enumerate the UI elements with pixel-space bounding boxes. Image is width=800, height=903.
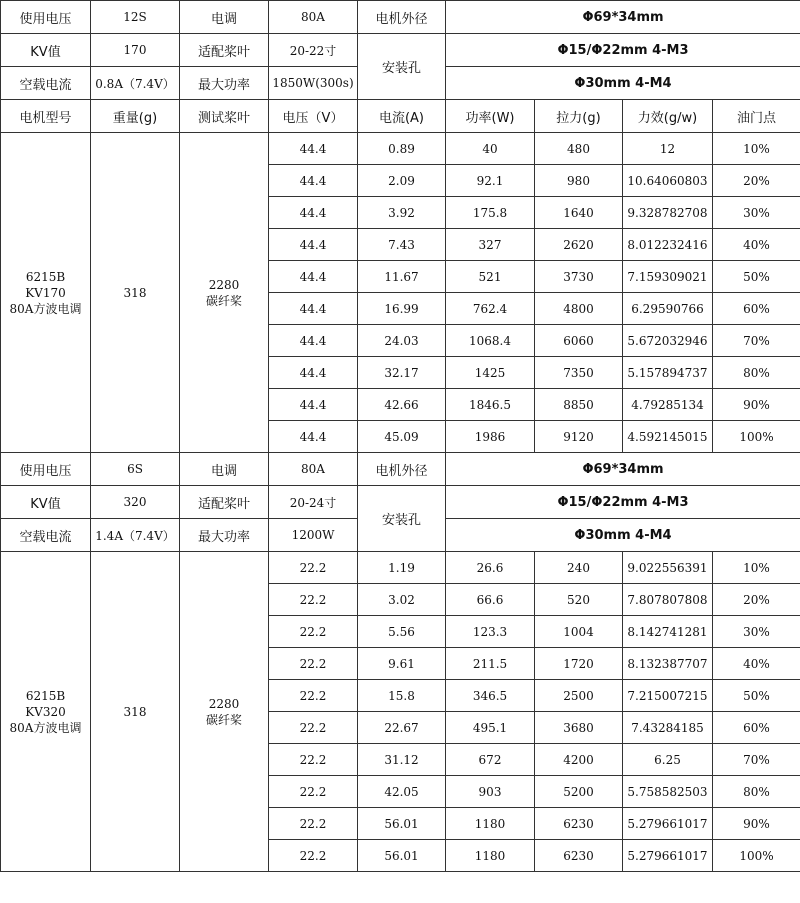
motor-model-cell-line: KV320 (25, 704, 66, 719)
table-cell: 1180 (446, 840, 535, 872)
table-cell: 8.132387707 (623, 648, 713, 680)
table-cell: 44.4 (269, 357, 358, 389)
table-cell: 6.29590766 (623, 293, 713, 325)
table-cell: 1004 (535, 616, 623, 648)
table-cell: 3680 (535, 712, 623, 744)
table-cell: 1640 (535, 197, 623, 229)
label-voltage: 使用电压 (1, 453, 91, 486)
label-kv: KV值 (1, 34, 91, 67)
table-cell: 22.2 (269, 552, 358, 584)
table-cell: 22.67 (358, 712, 446, 744)
label-voltage: 使用电压 (1, 1, 91, 34)
section-1-data (1, 133, 800, 453)
value-no-load: 1.4A（7.4V） (91, 519, 180, 552)
table-cell: 10% (713, 552, 800, 584)
value-voltage: 12S (91, 1, 180, 34)
label-no-load: 空载电流 (1, 519, 91, 552)
table-cell: 44.4 (269, 261, 358, 293)
table-cell: 44.4 (269, 133, 358, 165)
label-prop-fit: 适配桨叶 (180, 34, 269, 67)
value-motor-size: Φ69*34mm (446, 1, 800, 34)
table-cell: 66.6 (446, 584, 535, 616)
table-cell: 50% (713, 680, 800, 712)
motor-model-cell-line: 80A方波电调 (9, 720, 82, 735)
table-cell: 4800 (535, 293, 623, 325)
table-cell: 980 (535, 165, 623, 197)
table-cell: 60% (713, 293, 800, 325)
table-cell: 1720 (535, 648, 623, 680)
label-kv: KV值 (1, 486, 91, 519)
table-cell: 26.6 (446, 552, 535, 584)
table-cell: 40% (713, 648, 800, 680)
table-cell: 346.5 (446, 680, 535, 712)
table-cell: 20% (713, 584, 800, 616)
column-header: 油门点 (713, 100, 800, 133)
table-cell: 44.4 (269, 229, 358, 261)
table-cell: 6230 (535, 808, 623, 840)
table-cell: 44.4 (269, 389, 358, 421)
column-header: 电机型号 (1, 100, 91, 133)
value-max-power: 1850W(300s) (269, 67, 358, 100)
table-cell: 3.92 (358, 197, 446, 229)
table-cell: 520 (535, 584, 623, 616)
table-cell: 1425 (446, 357, 535, 389)
table-cell: 30% (713, 197, 800, 229)
column-header: 拉力(g) (535, 100, 623, 133)
table-cell: 9.328782708 (623, 197, 713, 229)
motor-model-cell-line: KV170 (25, 285, 66, 300)
table-cell: 2620 (535, 229, 623, 261)
table-cell: 44.4 (269, 293, 358, 325)
table-cell: 7.159309021 (623, 261, 713, 293)
table-cell: 327 (446, 229, 535, 261)
table-cell: 8.012232416 (623, 229, 713, 261)
table-cell: 22.2 (269, 584, 358, 616)
section-2-data (1, 552, 800, 872)
table-cell: 56.01 (358, 808, 446, 840)
table-cell: 56.01 (358, 840, 446, 872)
value-esc: 80A (269, 453, 358, 486)
value-max-power: 1200W (269, 519, 358, 552)
table-cell: 40 (446, 133, 535, 165)
table-cell: 9120 (535, 421, 623, 453)
table-cell: 4.592145015 (623, 421, 713, 453)
value-motor-size: Φ69*34mm (446, 453, 800, 486)
table-cell: 5.672032946 (623, 325, 713, 357)
value-kv: 170 (91, 34, 180, 67)
table-cell: 5200 (535, 776, 623, 808)
table-cell: 8850 (535, 389, 623, 421)
test-prop-cell (180, 133, 269, 453)
table-cell: 22.2 (269, 776, 358, 808)
table-cell: 521 (446, 261, 535, 293)
table-cell: 32.17 (358, 357, 446, 389)
table-cell: 1986 (446, 421, 535, 453)
table-cell: 7.43 (358, 229, 446, 261)
table-cell: 9.61 (358, 648, 446, 680)
spec-row-voltage (1, 1, 800, 34)
column-header: 力效(g/w) (623, 100, 713, 133)
table-cell: 5.279661017 (623, 808, 713, 840)
weight-cell: 318 (91, 133, 180, 453)
table-cell: 175.8 (446, 197, 535, 229)
column-header: 功率(W) (446, 100, 535, 133)
table-cell: 495.1 (446, 712, 535, 744)
table-cell: 2.09 (358, 165, 446, 197)
table-cell: 10.64060803 (623, 165, 713, 197)
table-cell: 672 (446, 744, 535, 776)
label-max-power: 最大功率 (180, 519, 269, 552)
table-cell: 5.56 (358, 616, 446, 648)
test-prop-cell-line: 2280 (208, 696, 240, 711)
label-no-load: 空载电流 (1, 67, 91, 100)
spec-row-voltage (1, 453, 800, 486)
motor-model-cell-line: 6215B (25, 688, 66, 703)
table-cell: 5.758582503 (623, 776, 713, 808)
table-cell: 42.05 (358, 776, 446, 808)
table-cell: 22.2 (269, 840, 358, 872)
table-cell: 7.43284185 (623, 712, 713, 744)
table-cell: 80% (713, 776, 800, 808)
table-cell: 20% (713, 165, 800, 197)
value-prop-fit: 20-24寸 (269, 486, 358, 519)
table-cell: 2500 (535, 680, 623, 712)
table-cell: 22.2 (269, 616, 358, 648)
table-cell: 90% (713, 389, 800, 421)
table-cell: 9.022556391 (623, 552, 713, 584)
table-cell: 44.4 (269, 197, 358, 229)
label-max-power: 最大功率 (180, 67, 269, 100)
table-cell: 762.4 (446, 293, 535, 325)
table-cell: 22.2 (269, 712, 358, 744)
test-prop-cell (180, 552, 269, 872)
label-esc: 电调 (180, 1, 269, 34)
table-cell: 22.2 (269, 744, 358, 776)
label-prop-fit: 适配桨叶 (180, 486, 269, 519)
table-cell: 60% (713, 712, 800, 744)
table-cell: 3.02 (358, 584, 446, 616)
value-kv: 320 (91, 486, 180, 519)
table-cell: 44.4 (269, 165, 358, 197)
table-cell: 211.5 (446, 648, 535, 680)
table-cell: 7.807807808 (623, 584, 713, 616)
table-cell: 1.19 (358, 552, 446, 584)
value-mount-1: Φ15/Φ22mm 4-M3 (446, 34, 800, 67)
motor-model-cell (1, 552, 91, 872)
value-esc: 80A (269, 1, 358, 34)
section-1 (1, 1, 800, 133)
table-cell: 480 (535, 133, 623, 165)
table-cell: 10% (713, 133, 800, 165)
value-mount-2: Φ30mm 4-M4 (446, 67, 800, 100)
table-cell: 6060 (535, 325, 623, 357)
table-cell: 22.2 (269, 648, 358, 680)
table-cell: 44.4 (269, 421, 358, 453)
column-header: 重量(g) (91, 100, 180, 133)
table-cell: 22.2 (269, 808, 358, 840)
table-cell: 45.09 (358, 421, 446, 453)
value-mount-1: Φ15/Φ22mm 4-M3 (446, 486, 800, 519)
motor-model-cell-line: 6215B (25, 269, 66, 284)
table-cell: 903 (446, 776, 535, 808)
label-esc: 电调 (180, 453, 269, 486)
value-voltage: 6S (91, 453, 180, 486)
table-cell: 8.142741281 (623, 616, 713, 648)
table-cell: 31.12 (358, 744, 446, 776)
table-cell: 70% (713, 744, 800, 776)
motor-model-cell (1, 133, 91, 453)
table-cell: 1068.4 (446, 325, 535, 357)
table-row (1, 552, 800, 584)
column-header: 测试桨叶 (180, 100, 269, 133)
test-prop-cell-line: 2280 (208, 277, 240, 292)
label-motor-size: 电机外径 (358, 453, 446, 486)
section-2 (1, 453, 800, 552)
table-cell: 5.157894737 (623, 357, 713, 389)
test-prop-cell-line: 碳纤桨 (205, 712, 242, 727)
table-cell: 1846.5 (446, 389, 535, 421)
table-cell: 240 (535, 552, 623, 584)
label-mount: 安装孔 (358, 486, 446, 552)
table-cell: 50% (713, 261, 800, 293)
test-prop-cell-line: 碳纤桨 (205, 293, 242, 308)
value-prop-fit: 20-22寸 (269, 34, 358, 67)
table-cell: 5.279661017 (623, 840, 713, 872)
table-cell: 22.2 (269, 680, 358, 712)
table-cell: 123.3 (446, 616, 535, 648)
table-cell: 3730 (535, 261, 623, 293)
table-cell: 44.4 (269, 325, 358, 357)
table-cell: 1180 (446, 808, 535, 840)
column-header-row (1, 100, 800, 133)
table-cell: 24.03 (358, 325, 446, 357)
table-cell: 30% (713, 616, 800, 648)
table-cell: 4200 (535, 744, 623, 776)
motor-model-cell-line: 80A方波电调 (9, 301, 82, 316)
label-mount: 安装孔 (358, 34, 446, 100)
table-cell: 0.89 (358, 133, 446, 165)
table-cell: 6.25 (623, 744, 713, 776)
table-cell: 42.66 (358, 389, 446, 421)
weight-cell: 318 (91, 552, 180, 872)
table-cell: 40% (713, 229, 800, 261)
table-cell: 6230 (535, 840, 623, 872)
value-mount-2: Φ30mm 4-M4 (446, 519, 800, 552)
table-cell: 80% (713, 357, 800, 389)
label-motor-size: 电机外径 (358, 1, 446, 34)
table-cell: 70% (713, 325, 800, 357)
column-header: 电压（V） (269, 100, 358, 133)
table-cell: 11.67 (358, 261, 446, 293)
table-cell: 4.79285134 (623, 389, 713, 421)
column-header: 电流(A) (358, 100, 446, 133)
table-cell: 16.99 (358, 293, 446, 325)
table-cell: 92.1 (446, 165, 535, 197)
table-cell: 7.215007215 (623, 680, 713, 712)
table-cell: 15.8 (358, 680, 446, 712)
table-cell: 7350 (535, 357, 623, 389)
value-no-load: 0.8A（7.4V） (91, 67, 180, 100)
table-cell: 100% (713, 840, 800, 872)
spec-row-kv (1, 34, 800, 67)
table-cell: 12 (623, 133, 713, 165)
spec-row-kv (1, 486, 800, 519)
table-cell: 100% (713, 421, 800, 453)
table-row (1, 133, 800, 165)
table-cell: 90% (713, 808, 800, 840)
